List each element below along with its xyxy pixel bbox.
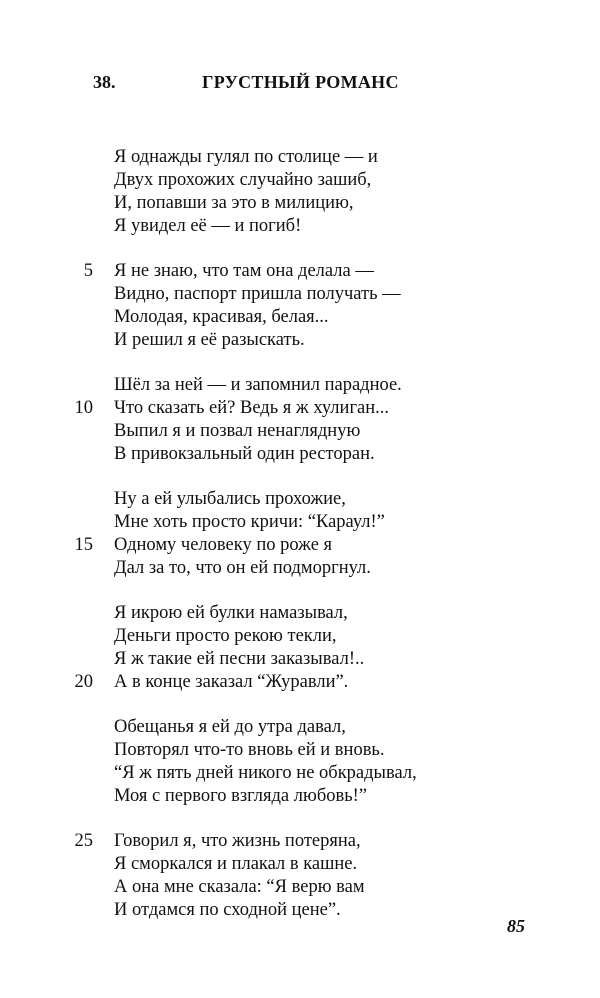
stanza xyxy=(0,374,600,466)
poem-line xyxy=(0,397,600,420)
poem-line xyxy=(0,283,600,306)
poem-line xyxy=(0,762,600,785)
stanza xyxy=(0,830,600,922)
line-text: Я икрою ей булки намазывал, xyxy=(114,603,348,623)
poem-line xyxy=(0,739,600,762)
line-number: 20 xyxy=(74,672,93,692)
stanza xyxy=(0,716,600,808)
line-text: Повторял что-то вновь ей и вновь. xyxy=(114,740,385,760)
line-number: 15 xyxy=(74,535,93,555)
line-text: Одному человеку по роже я xyxy=(114,535,333,555)
poem-line xyxy=(0,146,600,169)
poem-line xyxy=(0,260,600,283)
line-text: В привокзальный один ресторан. xyxy=(114,444,375,464)
poem-line xyxy=(0,785,600,808)
poem-line xyxy=(0,557,600,580)
line-number: 5 xyxy=(83,261,93,281)
line-text: Молодая, красивая, белая... xyxy=(114,307,329,327)
poem-line xyxy=(0,648,600,671)
poem-line xyxy=(0,511,600,534)
stanza xyxy=(0,602,600,694)
poem-line xyxy=(0,488,600,511)
line-number: 10 xyxy=(74,398,93,418)
stanza xyxy=(0,260,600,352)
poem-line xyxy=(0,534,600,557)
poem-line xyxy=(0,716,600,739)
line-text: Я ж такие ей песни заказывал!.. xyxy=(114,649,365,669)
line-text: Моя с первого взгляда любовь!” xyxy=(114,786,368,806)
line-text: Шёл за ней — и запомнил парадное. xyxy=(114,375,402,395)
line-text: Что сказать ей? Ведь я ж хулиган... xyxy=(114,398,390,418)
line-text: Я однажды гулял по столице — и xyxy=(114,147,378,167)
poem-line xyxy=(0,329,600,352)
line-text: Говорил я, что жизнь потеряна, xyxy=(114,831,361,851)
line-text: Обещанья я ей до утра давал, xyxy=(114,717,346,737)
poem-line xyxy=(0,830,600,853)
poem-line xyxy=(0,420,600,443)
line-text: Двух прохожих случайно зашиб, xyxy=(114,170,372,190)
line-text: “Я ж пять дней никого не обкрадывал, xyxy=(114,763,417,783)
poem-line xyxy=(0,374,600,397)
line-text: Я сморкался и плакал в кашне. xyxy=(114,854,358,874)
stanza xyxy=(0,146,600,238)
line-text: Дал за то, что он ей подморгнул. xyxy=(114,558,371,578)
poem-line xyxy=(0,853,600,876)
line-text: И отдамся по сходной цене”. xyxy=(114,900,341,920)
poem-line xyxy=(0,443,600,466)
line-text: И решил я её разыскать. xyxy=(114,330,305,350)
line-number: 25 xyxy=(74,831,93,851)
line-text: Ну а ей улыбались прохожие, xyxy=(114,489,346,509)
line-text: Я увидел её — и погиб! xyxy=(114,216,302,236)
line-text: Деньги просто рекою текли, xyxy=(114,626,337,646)
line-text: И, попавши за это в милицию, xyxy=(114,193,354,213)
line-text: Видно, паспорт пришла получать — xyxy=(114,284,401,304)
stanza xyxy=(0,488,600,580)
poem-body xyxy=(0,146,600,944)
line-text: А в конце заказал “Журавли”. xyxy=(114,672,349,692)
line-text: А она мне сказала: “Я верю вам xyxy=(114,877,365,897)
poem-line xyxy=(0,192,600,215)
poem-title: ГРУСТНЫЙ РОМАНС xyxy=(202,72,399,92)
poem-line xyxy=(0,671,600,694)
poem-line xyxy=(0,625,600,648)
poem-line xyxy=(0,306,600,329)
poem-number: 38. xyxy=(93,72,116,92)
line-text: Я не знаю, что там она делала — xyxy=(114,261,374,281)
line-text: Выпил я и позвал ненаглядную xyxy=(114,421,361,441)
poem-line xyxy=(0,602,600,625)
page-number: 85 xyxy=(507,916,525,936)
poem-line xyxy=(0,215,600,238)
line-text: Мне хоть просто кричи: “Караул!” xyxy=(114,512,385,532)
poem-line xyxy=(0,876,600,899)
poem-line xyxy=(0,169,600,192)
